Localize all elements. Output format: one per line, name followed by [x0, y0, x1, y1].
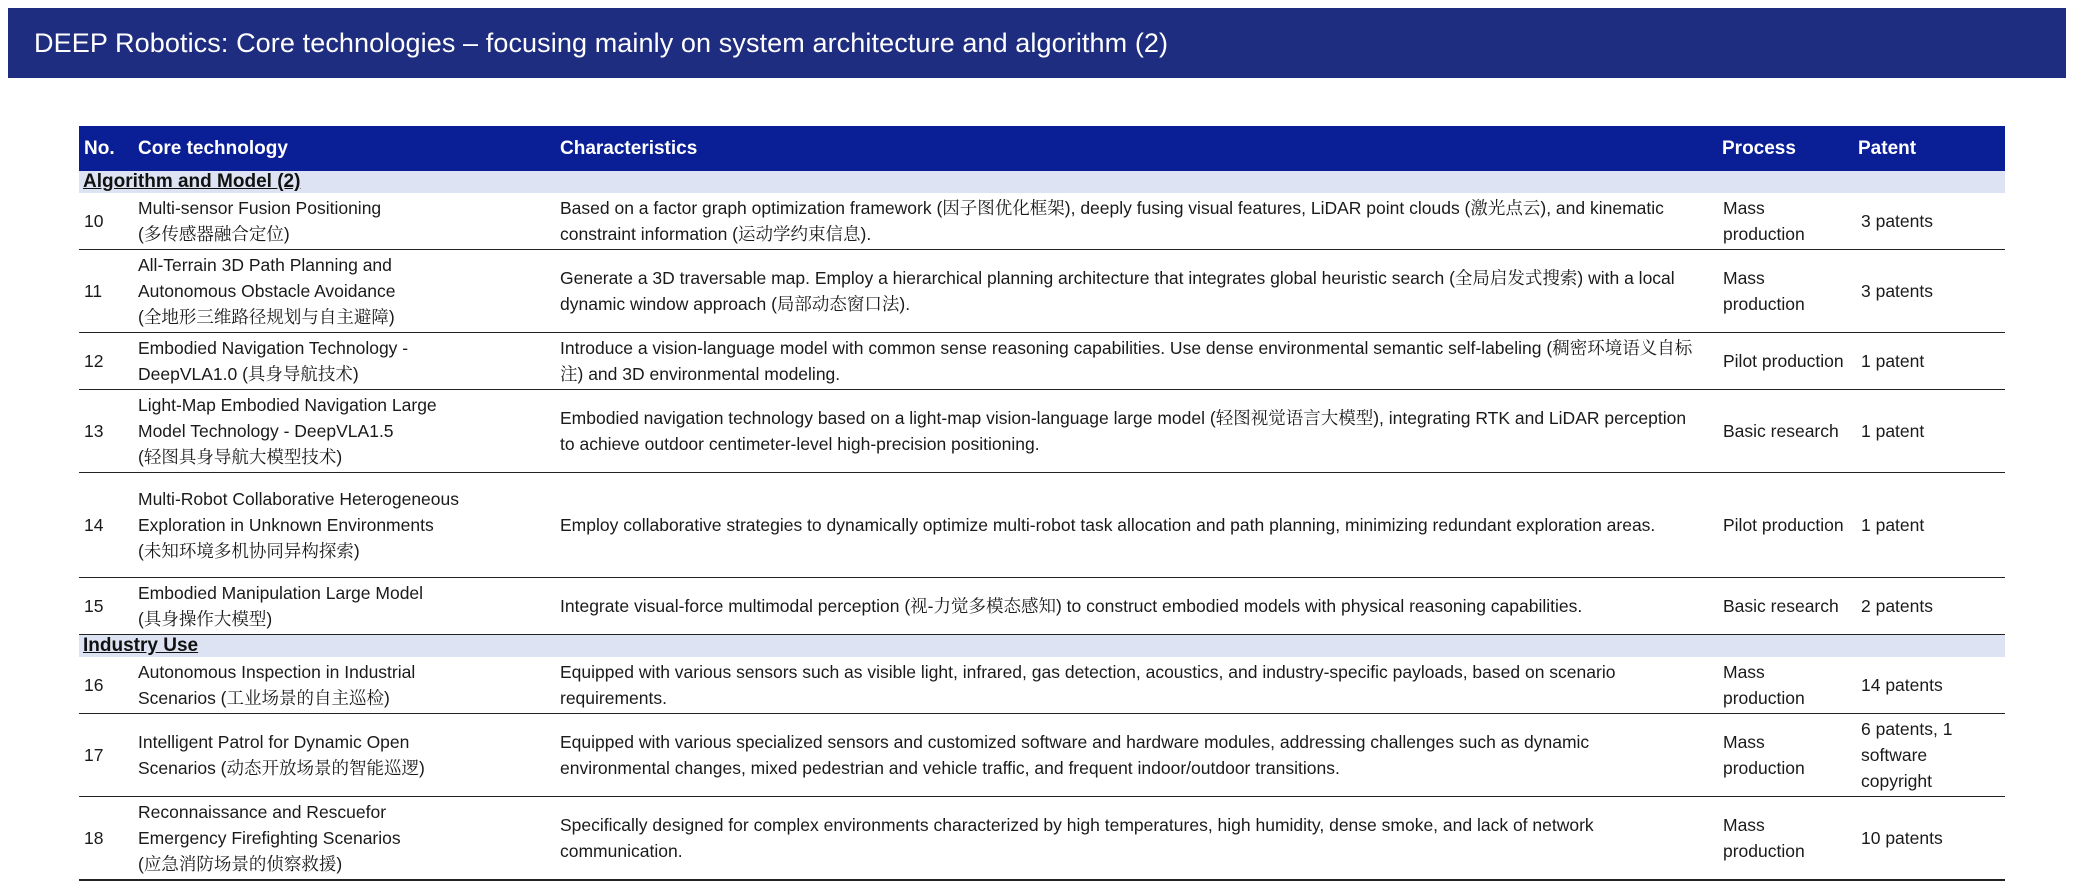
section-label: Industry Use: [79, 635, 2005, 658]
process-cell: Mass production: [1717, 714, 1853, 797]
page-title: DEEP Robotics: Core technologies – focusing mainly on system architecture and algorithm (2): [34, 27, 1169, 58]
characteristics-cell: Based on a factor graph optimization framework (因子图优化框架), deeply fusing visual features, LiDAR point clouds (激光点云), and kinematic constraint information (运动学约束信息).: [549, 193, 1717, 250]
core-technology-cell: [134, 333, 549, 390]
core-technology-cell: [134, 390, 549, 473]
characteristics-cell: Employ collaborative strategies to dynamically optimize multi-robot task allocation and path planning, minimizing redundant exploration areas.: [549, 473, 1717, 578]
row-number: 10: [79, 193, 134, 250]
core-technology-line: Scenarios (工业场景的自主巡检): [138, 688, 390, 708]
core-technology-line: Model Technology - DeepVLA1.5: [138, 421, 394, 441]
header-row: [79, 126, 2005, 171]
core-technology-cell: [134, 193, 549, 250]
table-row: [79, 473, 2005, 578]
core-technology-table: [79, 126, 2005, 881]
patent-cell: 3 patents: [1853, 193, 2005, 250]
process-cell: Basic research: [1717, 578, 1853, 635]
core-technology-line: Autonomous Inspection in Industrial: [138, 662, 416, 682]
process-cell: Mass production: [1717, 193, 1853, 250]
characteristics-cell: Equipped with various sensors such as visible light, infrared, gas detection, acoustics, and industry-specific payloads, based on scenario requirements.: [549, 657, 1717, 714]
header-patent: Patent: [1853, 126, 2005, 171]
process-cell: Mass production: [1717, 250, 1853, 333]
core-technology-line: (应急消防场景的侦察救援): [138, 854, 343, 874]
patent-cell: 3 patents: [1853, 250, 2005, 333]
patent-cell: 1 patent: [1853, 333, 2005, 390]
core-technology-line: Light-Map Embodied Navigation Large: [138, 395, 437, 415]
process-cell: Pilot production: [1717, 333, 1853, 390]
core-technology-cell: [134, 797, 549, 881]
core-technology-line: Exploration in Unknown Environments: [138, 515, 434, 535]
row-number: 14: [79, 473, 134, 578]
row-number: 12: [79, 333, 134, 390]
process-cell: Pilot production: [1717, 473, 1853, 578]
core-technology-line: All-Terrain 3D Path Planning and: [138, 255, 392, 275]
characteristics-cell: Generate a 3D traversable map. Employ a hierarchical planning architecture that integrates global heuristic search (全局启发式搜索) with a local dynamic window approach (局部动态窗口法).: [549, 250, 1717, 333]
core-technology-cell: [134, 657, 549, 714]
header-core-technology: Core technology: [134, 126, 549, 171]
table-row: [79, 390, 2005, 473]
table-row: [79, 714, 2005, 797]
characteristics-cell: Specifically designed for complex environments characterized by high temperatures, high humidity, dense smoke, and lack of network communication.: [549, 797, 1717, 881]
header-process: Process: [1717, 126, 1853, 171]
row-number: 18: [79, 797, 134, 881]
core-technology-line: DeepVLA1.0 (具身导航技术): [138, 364, 359, 384]
core-technology-line: (未知环境多机协同异构探索): [138, 541, 360, 561]
table-row: [79, 578, 2005, 635]
patent-cell: 2 patents: [1853, 578, 2005, 635]
process-cell: Mass production: [1717, 797, 1853, 881]
row-number: 13: [79, 390, 134, 473]
core-technology-line: Embodied Navigation Technology -: [138, 338, 409, 358]
process-cell: Mass production: [1717, 657, 1853, 714]
characteristics-cell: Introduce a vision-language model with common sense reasoning capabilities. Use dense environmental semantic self-labeling (稠密环境语义自标注) and 3D environmental modeling.: [549, 333, 1717, 390]
core-technology-line: (多传感器融合定位): [138, 224, 290, 244]
table-row: [79, 797, 2005, 881]
core-technology-line: Multi-sensor Fusion Positioning: [138, 198, 382, 218]
core-technology-cell: [134, 578, 549, 635]
core-technology-line: (全地形三维路径规划与自主避障): [138, 307, 395, 327]
table-row: [79, 193, 2005, 250]
core-technology-line: Autonomous Obstacle Avoidance: [138, 281, 396, 301]
core-technology-cell: [134, 714, 549, 797]
core-technology-line: Emergency Firefighting Scenarios: [138, 828, 401, 848]
section-label: Algorithm and Model (2): [79, 171, 2005, 193]
core-technology-line: Embodied Manipulation Large Model: [138, 583, 424, 603]
section-row: [79, 171, 2005, 193]
table-row: [79, 333, 2005, 390]
header-characteristics: Characteristics: [549, 126, 1717, 171]
core-technology-line: (轻图具身导航大模型技术): [138, 447, 343, 467]
core-technology-line: Intelligent Patrol for Dynamic Open: [138, 732, 410, 752]
row-number: 11: [79, 250, 134, 333]
core-technology-line: Multi-Robot Collaborative Heterogeneous: [138, 489, 460, 509]
patent-cell: 1 patent: [1853, 390, 2005, 473]
patent-cell: 14 patents: [1853, 657, 2005, 714]
core-technology-cell: [134, 473, 549, 578]
patent-cell: 1 patent: [1853, 473, 2005, 578]
header-no: No.: [79, 126, 134, 171]
characteristics-cell: Embodied navigation technology based on a light-map vision-language large model (轻图视觉语言大模型), integrating RTK and LiDAR perception to achieve outdoor centimeter-level high-precision positioning.: [549, 390, 1717, 473]
table-row: [79, 657, 2005, 714]
characteristics-cell: Equipped with various specialized sensors and customized software and hardware modules, addressing challenges such as dynamic environmental changes, mixed pedestrian and vehicle traffic, and frequent indoor/outdoor transitions.: [549, 714, 1717, 797]
title-bar: [8, 8, 2066, 78]
process-cell: Basic research: [1717, 390, 1853, 473]
row-number: 17: [79, 714, 134, 797]
core-technology-cell: [134, 250, 549, 333]
table-body: [79, 171, 2005, 880]
core-technology-line: Reconnaissance and Rescuefor: [138, 802, 387, 822]
patent-cell: 10 patents: [1853, 797, 2005, 881]
core-technology-line: Scenarios (动态开放场景的智能巡逻): [138, 758, 425, 778]
characteristics-cell: Integrate visual-force multimodal perception (视-力觉多模态感知) to construct embodied models with physical reasoning capabilities.: [549, 578, 1717, 635]
patent-cell: 6 patents, 1 software copyright: [1853, 714, 2005, 797]
core-technology-line: (具身操作大模型): [138, 609, 273, 629]
table-header: [79, 126, 2005, 171]
core-technology-table-container: [79, 126, 2005, 881]
section-row: [79, 635, 2005, 658]
row-number: 15: [79, 578, 134, 635]
table-row: [79, 250, 2005, 333]
row-number: 16: [79, 657, 134, 714]
